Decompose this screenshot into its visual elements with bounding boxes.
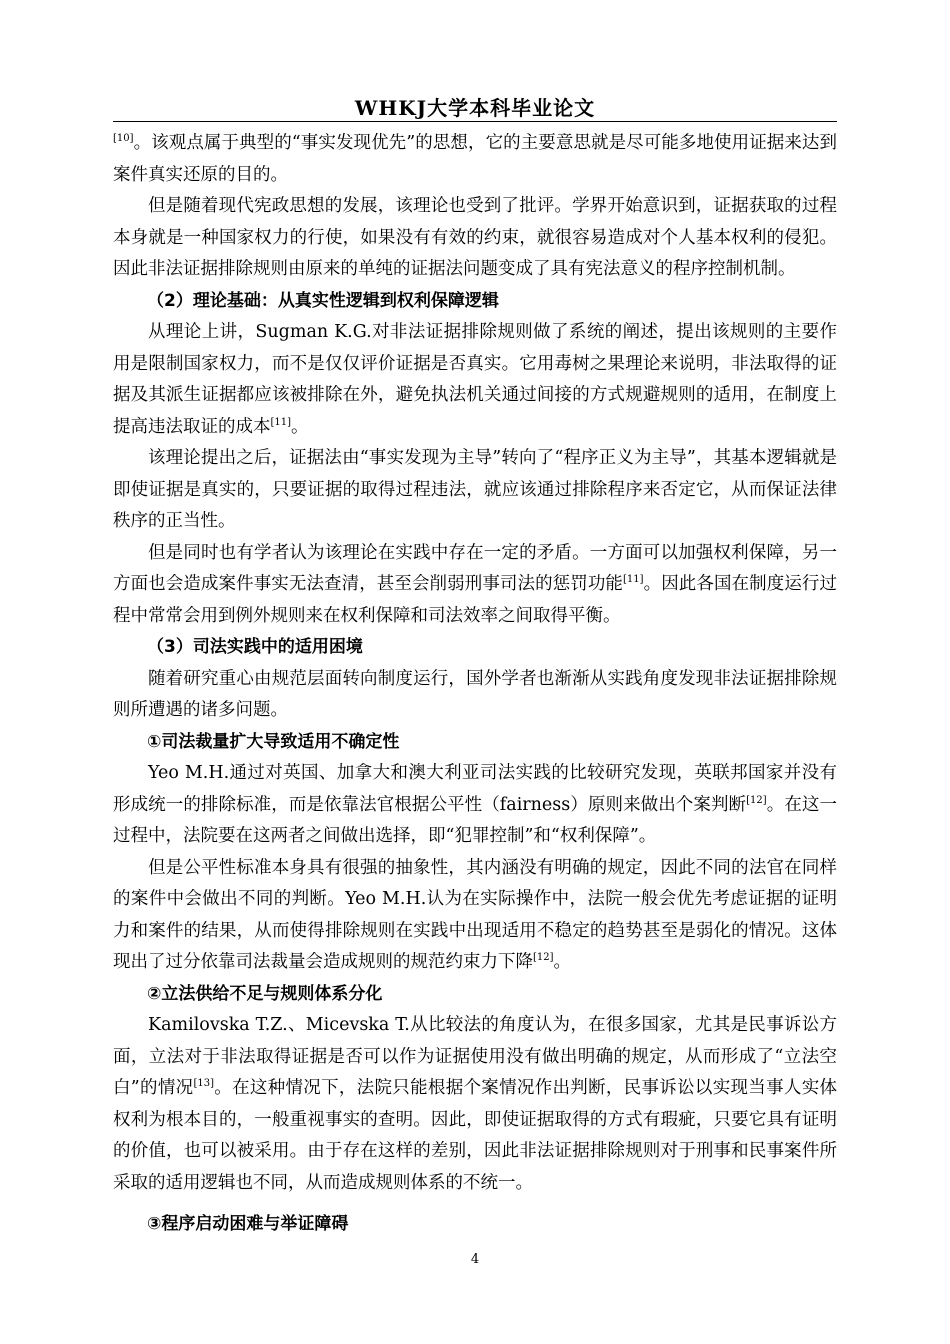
text-run: 从理论上讲，Sugman K.G.对非法证据排除规则做了系统的阐述，提出该规则的主要作用是限制国家权力，而不是仅仅评价证据是否真实。它用毒树之果理论来说明，非法取得的证据及其派生证据都应该被排除在外，避免执法机关通过间接的方式规避规则的适用，在制度上提高违法取证的成本 (113, 322, 837, 437)
body-paragraph (113, 1010, 837, 1199)
text-run: ①司法裁量扩大导致适用不确定性 (147, 731, 400, 752)
body-paragraph (113, 853, 837, 979)
section-heading (113, 632, 837, 664)
text-run: Yeo M.H.通过对英国、加拿大和澳大利亚司法实践的比较研究发现，英联邦国家并没有形成统一的排除标准，而是依靠法官根据公平性（fairness）原则来做出个案判断 (113, 763, 837, 815)
text-run: 。该观点属于典型的“事实发现优先”的思想，它的主要意思就是尽可能多地使用证据来达到案件真实还原的目的。 (113, 133, 837, 185)
citation-ref: [11] (623, 574, 644, 586)
document-body (113, 128, 837, 1241)
citation-ref: [12] (746, 794, 767, 806)
citation-ref: [10] (113, 133, 134, 145)
section-heading (113, 727, 837, 759)
body-paragraph (113, 538, 837, 633)
page-header-title: WHKJ大学本科毕业论文 (354, 96, 596, 120)
section-heading (113, 286, 837, 318)
citation-ref: [12] (533, 952, 554, 964)
body-paragraph (113, 191, 837, 286)
page-number: 4 (470, 1252, 480, 1267)
text-run: （3）司法实践中的适用困境 (147, 637, 363, 657)
text-run: ③程序启动困难与举证障碍 (147, 1214, 349, 1234)
body-paragraph (113, 443, 837, 538)
citation-ref: [13] (193, 1078, 214, 1090)
body-paragraph (113, 317, 837, 443)
text-run: 。在这种情况下，法院只能根据个案情况作出判断，民事诉讼以实现当事人实体权利为根本目的，一般重视事实的查明。因此，即使证据取得的方式有瑕疵，只要它具有证明的价值，也可以被采用。由于存在这样的差别，因此非法证据排除规则对于刑事和民事案件所采取的适用逻辑也不同，从而造成规则体系的不统一。 (113, 1078, 837, 1193)
text-run: ②立法供给不足与规则体系分化 (147, 983, 383, 1004)
body-paragraph (113, 128, 837, 191)
text-run: 。在这一过程中，法院要在这两者之间做出选择，即“犯罪控制”和“权利保障”。 (113, 794, 837, 846)
header-divider (113, 121, 837, 122)
text-run: 。 (291, 416, 309, 437)
text-run: 但是公平性标准本身具有很强的抽象性，其内涵没有明确的规定，因此不同的法官在同样的案件中会做出不同的判断。Yeo M.H.认为在实际操作中，法院一般会优先考虑证据的证明力和案件的结果，从而使得排除规则在实践中出现适用不稳定的趋势甚至是弱化的情况。这体现出了过分依靠司法裁量会造成规则的规范约束力下降 (113, 857, 837, 972)
text-run: 随着研究重心由规范层面转向制度运行，国外学者也渐渐从实践角度发现非法证据排除规则所遭遇的诸多问题。 (113, 668, 837, 720)
text-run: 但是同时也有学者认为该理论在实践中存在一定的矛盾。一方面可以加强权利保障，另一方面也会造成案件事实无法查清，甚至会削弱刑事司法的惩罚功能 (113, 542, 837, 594)
text-run: 但是随着现代宪政思想的发展，该理论也受到了批评。学界开始意识到，证据获取的过程本身就是一种国家权力的行使，如果没有有效的约束，就很容易造成对个人基本权利的侵犯。因此非法证据排除规则由原来的单纯的证据法问题变成了具有宪法意义的程序控制机制。 (113, 196, 837, 279)
body-paragraph (113, 664, 837, 727)
text-run: 。 (553, 952, 572, 972)
body-paragraph (113, 758, 837, 853)
text-run: Kamilovska T.Z.、Micevska T.从比较法的角度认为，在很多国家，尤其是民事诉讼方面，立法对于非法取得证据是否可以作为证据使用没有做出明确的规定，从而形成了“立法空白”的情况 (113, 1015, 837, 1098)
citation-ref: [11] (270, 416, 292, 428)
text-run: 。因此各国在制度运行过程中常常会用到例外规则来在权利保障和司法效率之间取得平衡。 (113, 574, 838, 626)
text-run: （2）理论基础：从真实性逻辑到权利保障逻辑 (147, 290, 499, 311)
section-heading (113, 979, 837, 1011)
text-run: 该理论提出之后，证据法由“事实发现为主导”转向了“程序正义为主导”，其基本逻辑就是即使证据是真实的，只要证据的取得过程违法，就应该通过排除程序来否定它，从而保证法律秩序的正当性。 (113, 448, 837, 531)
section-heading (113, 1209, 837, 1241)
